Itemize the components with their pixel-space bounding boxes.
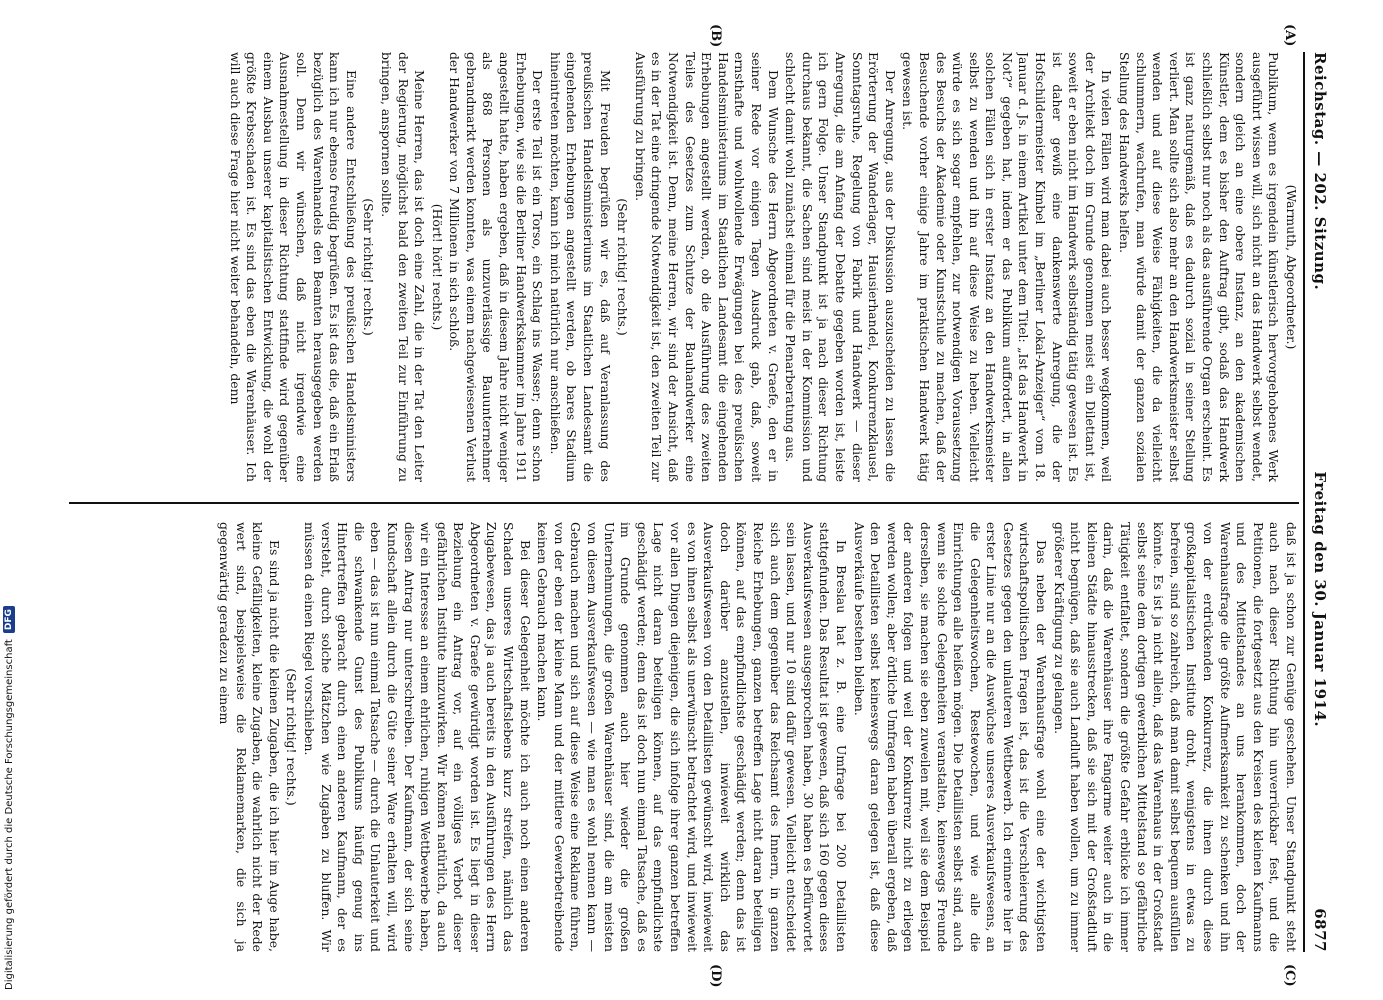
interjection: (Hört! hört! rechts.) — [429, 203, 445, 331]
dfg-logo: DFG — [3, 606, 15, 633]
paragraph: Meine Herren, das ist doch eine Zahl, die in der Tat den Leiter der Regierung, möglichst bald den zweiten Teil zur Einführung zu bringen, anspornen sollte. — [378, 52, 428, 482]
paragraph: Es sind ja nicht die kleinen Zugaben, die ich hier im Auge habe, kleine Gefälligkeiten, kleine Zugaben, die wahrlich nicht der Rede wert sind, beispielsweise die Reklamemarken, die sich ja gegenwärtig geradezu zu einem — [217, 522, 282, 952]
document-page — [63, 24, 1333, 988]
paragraph: Eine andere Entschließung des preußischen Handelsministers kann ich nur ebenso freudig begrüßen. Es ist das die, daß ein Erlaß bezüglich des Warenhandels den Beamten herausgegeben werden soll. Denn wir wünschen, daß nicht irgendwie eine Ausnahmestellung in dieser Richtung stattfinde wird gegenüber einem Ausbau unserer kapitalistischen Entwicklung, die wohl der größte Krebsschaden ist. Es sind das eben die Warenhäuser. Ich will auch diese Frage hier nicht weiter behandeln, denn — [227, 52, 359, 482]
paragraph: Das neben der Warenhausfrage wohl eine der wichtigsten wirtschaftspolitischen Fragen ist, das ist die Verschleierung des Gesetzes gegen den unlauteren Wettbewerb. Ich erinnere hier in erster Linie nur an die Auswüchse unseres Ausverkaufswesens, an die Gelegenheitswochen, Restewochen, und wie alle die Einrichtungen alle heißen mögen. Die Detaillisten selbst sind, auch wenn sie solche Gelegenheiten veranstalten, keineswegs Freunde derselben, sie machen sie eben zuweilen mit, weil sie dem Beispiel der anderen folgen und weil der Konkurrenz nicht zu erliegen werden wollen; aber örtliche Umfragen haben überall ergeben, daß den Detaillisten selbst keineswegs daran gelegen ist, daß diese Ausverkäufe bestehen bleiben. — [851, 522, 1050, 952]
header-date: Freitag den 30. Januar 1914. — [1311, 471, 1329, 728]
interjection: (Sehr richtig! rechts.) — [615, 198, 631, 336]
right-column — [69, 522, 1299, 952]
paragraph: Der erste Teil ist ein Torso, ein Schlag ins Wasser; denn schon Erhebungen, wie sie die Berliner Handwerkskammer im Jahre 1911 angestellt hatte, haben ergeben, daß in diesem Jahre nicht weniger als 868 Personen als unzuverlässige Bauunternehmer gebrandmarkt werden konnten, was einem nachgewiesenen Verlust der Handwerker von 7 Millionen in sich schloß. — [447, 52, 546, 482]
margin-marker-d: (D) — [708, 964, 723, 988]
interjection: (Sehr richtig! rechts.) — [361, 198, 377, 336]
column-divider — [69, 502, 1299, 504]
paragraph: Der Anregung, aus der Diskussion auszuscheiden zu lassen die Erörterung der Wanderlager, Hausierhandel, Konkurrenzklausel, Sonntagsruhe, Regelung von Fabrik und Handwerk — dieser Anregung, die am Anfang der Debatte gegeben worden ist, leiste ich gern Folge. Unser Standpunkt ist ja nach dieser Richtung durchaus bekannt, die Sachen sind meist in der Kommission und schlecht damit wohl zunächst einmal für die Plenarberatung aus. — [783, 52, 898, 482]
paragraph: In Breslau hat z. B. eine Umfrage bei 200 Detaillisten stattgefunden. Das Resultat ist gewesen, daß sich 160 gegen dieses Ausverkaufswesen ausgesprochen haben, 30 haben es befürwortet sein lassen, und nur 10 sind dafür gewesen. Vielleicht entscheidet sich auch dem gegenüber das Reichsamt des Innern, in ganzen Reiche Erhebungen, ganzen betreffen Lage nicht daran beteiligen können, auf das empfindlichste geschädigt werden; denn das ist doch darüber anzustellen, inwieweit wirklich das Ausverkaufswesen von den Detaillisten gewünscht wird, inwieweit es von ihnen selbst als unerwünscht betrachtet wird, und inwieweit vor allen Dingen diejenigen, die sich infolge ihrer ganzen betreffen Lage nicht daran beteiligen können, auf das empfindlichste geschädigt werden; denn das ist doch nun einmal Tatsache, daß es im Grunde genommen auch hier wieder die großen Unternehmungen, die großen Warenhäuser sind, die am meisten von diesem Ausverkaufswesen — wie man es wohl nennen kann — Gebrauch machen und sich auf diese Weise eine Reklame führen, von der eben der kleine Mann und der mittlere Gewerbetreibende keinen Gebrauch machen kann. — [535, 522, 849, 952]
paragraph: daß ist ja schon zur Genüge geschehen. Unser Standpunkt steht auch nach dieser Richtung hin unverrückbar fest, und die Petitionen, die fortgesetzt aus den Kreisen des kleinen Kaufmanns und des Mittelstandes an uns herankommen, doch der Warenhausfrage die größte Aufmerksamkeit zu schenken und ihn von der erdrückenden Konkurrenz, die ihnen durch diese großkapitalistischen Institute droht, wenigstens in etwas zu befreien, sind so zahlreich, daß man damit selbst bequem ausfüllen könnte. Es ist ja nicht allein, daß das Warenhaus in der Großstadt selbst seine dem dortigen gewerblichen Mittelstand so gefährliche Tätigkeit entfaltet, sondern die größte Gefahr erblicke ich immer darin, daß die Warenhäuser ihre Fangarme weiter auch in die kleinen Städte hinausstrecken, daß sie sich mit der Großstadtluft nicht begnügen, daß sie auch Landluft haben wollen, um zu immer größerer Kräftigung zu gelangen. — [1051, 522, 1299, 952]
left-column — [69, 52, 1299, 482]
paragraph: Publikum, wenn es irgendein künstlerisch hervorgehobenes Werk ausgeführt wissen will, sich nicht an das Handwerk selbst wendet, sondern gleich an eine obere Instanz, an den akademischen Künstler, dem es bisher den Auftrag gibt, sodaß das Handwerk schließlich selbst nur noch als das ausführende Organ erscheint. Es ist ganz naturgemäß, daß es dadurch sozial in seiner Stellung verliert. Man sollte sich also mehr an den Handwerksmeister selbst wenden und auf diese Weise Fähigkeiten, die da vielleicht schlummern, wachrufen, man würde damit der ganzen sozialen Stellung des Handwerks helfen. — [1117, 52, 1282, 482]
digitization-credit — [3, 606, 15, 990]
header-rule — [1303, 52, 1305, 952]
credit-text: Digitalisierung gefördert durch die Deutsche Forschungsgemeinschaft — [3, 639, 15, 990]
paragraph: Mit Freuden begrüßen wir es, daß auf Veranlassung des preußischen Handelsministeriums im Staatlichen Landesamt die eingehenden Erhebungen angestellt werden, ob bares Stadium hineintreten möchten, kann ich mich natürlich nur anschließen. — [547, 52, 613, 482]
margin-marker-b: (B) — [708, 24, 723, 48]
page-header — [1307, 52, 1333, 952]
margin-marker-c: (C) — [1282, 964, 1297, 987]
margin-marker-a: (A) — [1282, 24, 1297, 47]
interjection: (Sehr richtig! rechts.) — [284, 668, 300, 806]
header-session: Reichstag. — 202. Sitzung. — [1311, 52, 1329, 291]
paragraph: Bei dieser Gelegenheit möchte ich auch noch einen anderen Schaden unseres Wirtschaftslebens kurz streifen, nämlich das Zugabewesen, das ja auch bereits in den Ausführungen des Herrn Abgeordneten v. Graefe gewürdigt worden ist. Es liegt in dieser Beziehung ein Antrag vor, auf ein völliges Verbot dieser gefährlichen Institute hinzuwirken. Wir können natürlich, da auch wir ein Interesse an einem ehrlichen, ruhigen Wettbewerbe haben, diesen Antrag nur unterschreiben. Der Kaufmann, der sich seine Kundschaft allein durch die Güte seiner Ware erhalten will, wird eben — das ist nun einmal Tatsache — durch die Unlauterkeit und die schwankende Gunst des Publikums häufig genug ins Hintertreffen gebracht durch einen anderen Kaufmann, der es versteht, durch solche Mätzchen wie Zugaben zu bluffen. Wir müssen da einen Riegel vorschieben. — [301, 522, 533, 952]
paragraph: Dem Wunsche des Herrn Abgeordneten v. Graefe, den er in seiner Rede vor einigen Tagen Ausdruck gab, daß, soweit ernsthafte und wohlwollende Erwägungen bei des preußischen Handelsministeriums im Staatlichen Landesamt die eingehenden Erhebungen angestellt werden, ob die Ausführung des zweiten Teiles des Gesetzes zum Schutze der Bauhandwerker eine Notwendigkeit ist. Denn, meine Herren, wir sind der Ansicht, daß es in der Tat eine dringende Notwendigkeit ist, den zweiten Teil zur Ausführung zu bringen. — [632, 52, 781, 482]
page-number: 6877 — [1311, 908, 1329, 952]
speaker-line: (Warmuth, Abgeordneter.) — [1284, 184, 1299, 350]
paragraph: In vielen Fällen wird man dabei auch besser wegkommen, weil der Architekt doch im Grunde genommen meist ein Dilettant ist, soweit er eben nicht im Handwerk selbständig tätig gewesen ist. Es ist daher gewiß eine dankenswerte Anregung, die der Hofschildermeister Kimbel im „Berliner Lokal-Anzeiger“ vom 18. Januar d. Js. in einem Artikel unter dem Titel: „Ist das Handwerk in Not?“ gegeben hat, indem er das Publikum auffordert, in allen solchen Fällen sich in erster Instanz an den Handwerksmeister selbst zu wenden und ihn auf diese Weise zu heben. Vielleicht würde es sich sogar empfehlen, zur notwendigen Voraussetzung des Besuchs der Akademie oder Kunstschule zu machen, daß der Besuchende vorher einige Jahre im praktischen Handwerk tätig gewesen ist. — [900, 52, 1115, 482]
